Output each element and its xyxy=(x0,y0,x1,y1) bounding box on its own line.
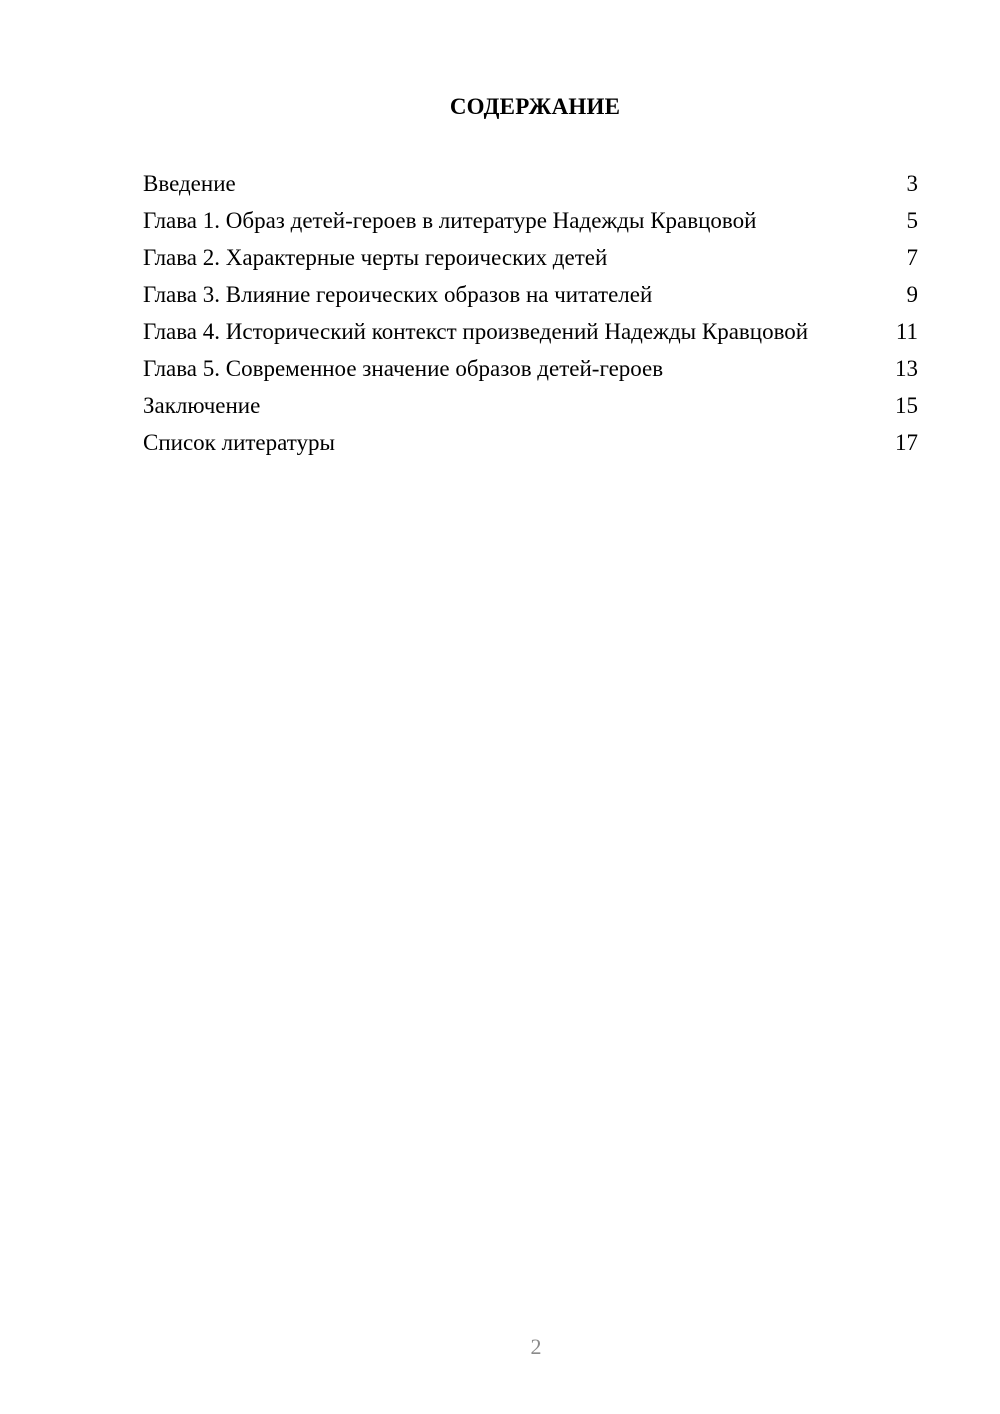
toc-entry-label: Заключение xyxy=(143,393,261,418)
toc-entry-page: 5 xyxy=(906,208,918,233)
toc-entry-label: Глава 3. Влияние героических образов на читателей xyxy=(143,282,653,307)
toc-entry-label: Глава 4. Исторический контекст произведений Надежды Кравцовой xyxy=(143,319,809,344)
toc-entry-label: Глава 5. Современное значение образов детей-героев xyxy=(143,356,664,381)
toc-entry-chapter-3[interactable] xyxy=(143,281,918,308)
toc-title: СОДЕРЖАНИЕ xyxy=(449,94,621,119)
toc-entry-chapter-2[interactable] xyxy=(143,244,918,271)
toc-entry-chapter-4[interactable] xyxy=(143,318,918,345)
toc-entry-page: 3 xyxy=(906,171,918,196)
table-of-contents xyxy=(143,170,918,466)
toc-entry-introduction[interactable] xyxy=(143,170,918,197)
toc-entry-conclusion[interactable] xyxy=(143,392,918,419)
toc-entry-page: 13 xyxy=(895,356,918,381)
toc-entry-page: 9 xyxy=(906,282,918,307)
toc-entry-label: Список литературы xyxy=(143,430,335,455)
toc-entry-label: Введение xyxy=(143,171,236,196)
toc-entry-page: 15 xyxy=(895,393,918,418)
page-number: 2 xyxy=(530,1334,542,1359)
toc-entry-chapter-5[interactable] xyxy=(143,355,918,382)
toc-entry-references[interactable] xyxy=(143,429,918,456)
toc-entry-chapter-1[interactable] xyxy=(143,207,918,234)
toc-entry-label: Глава 2. Характерные черты героических детей xyxy=(143,245,608,270)
toc-entry-page: 11 xyxy=(895,319,918,344)
toc-entry-page: 17 xyxy=(895,430,918,455)
toc-entry-page: 7 xyxy=(906,245,918,270)
toc-entry-label: Глава 1. Образ детей-героев в литературе Надежды Кравцовой xyxy=(143,208,757,233)
